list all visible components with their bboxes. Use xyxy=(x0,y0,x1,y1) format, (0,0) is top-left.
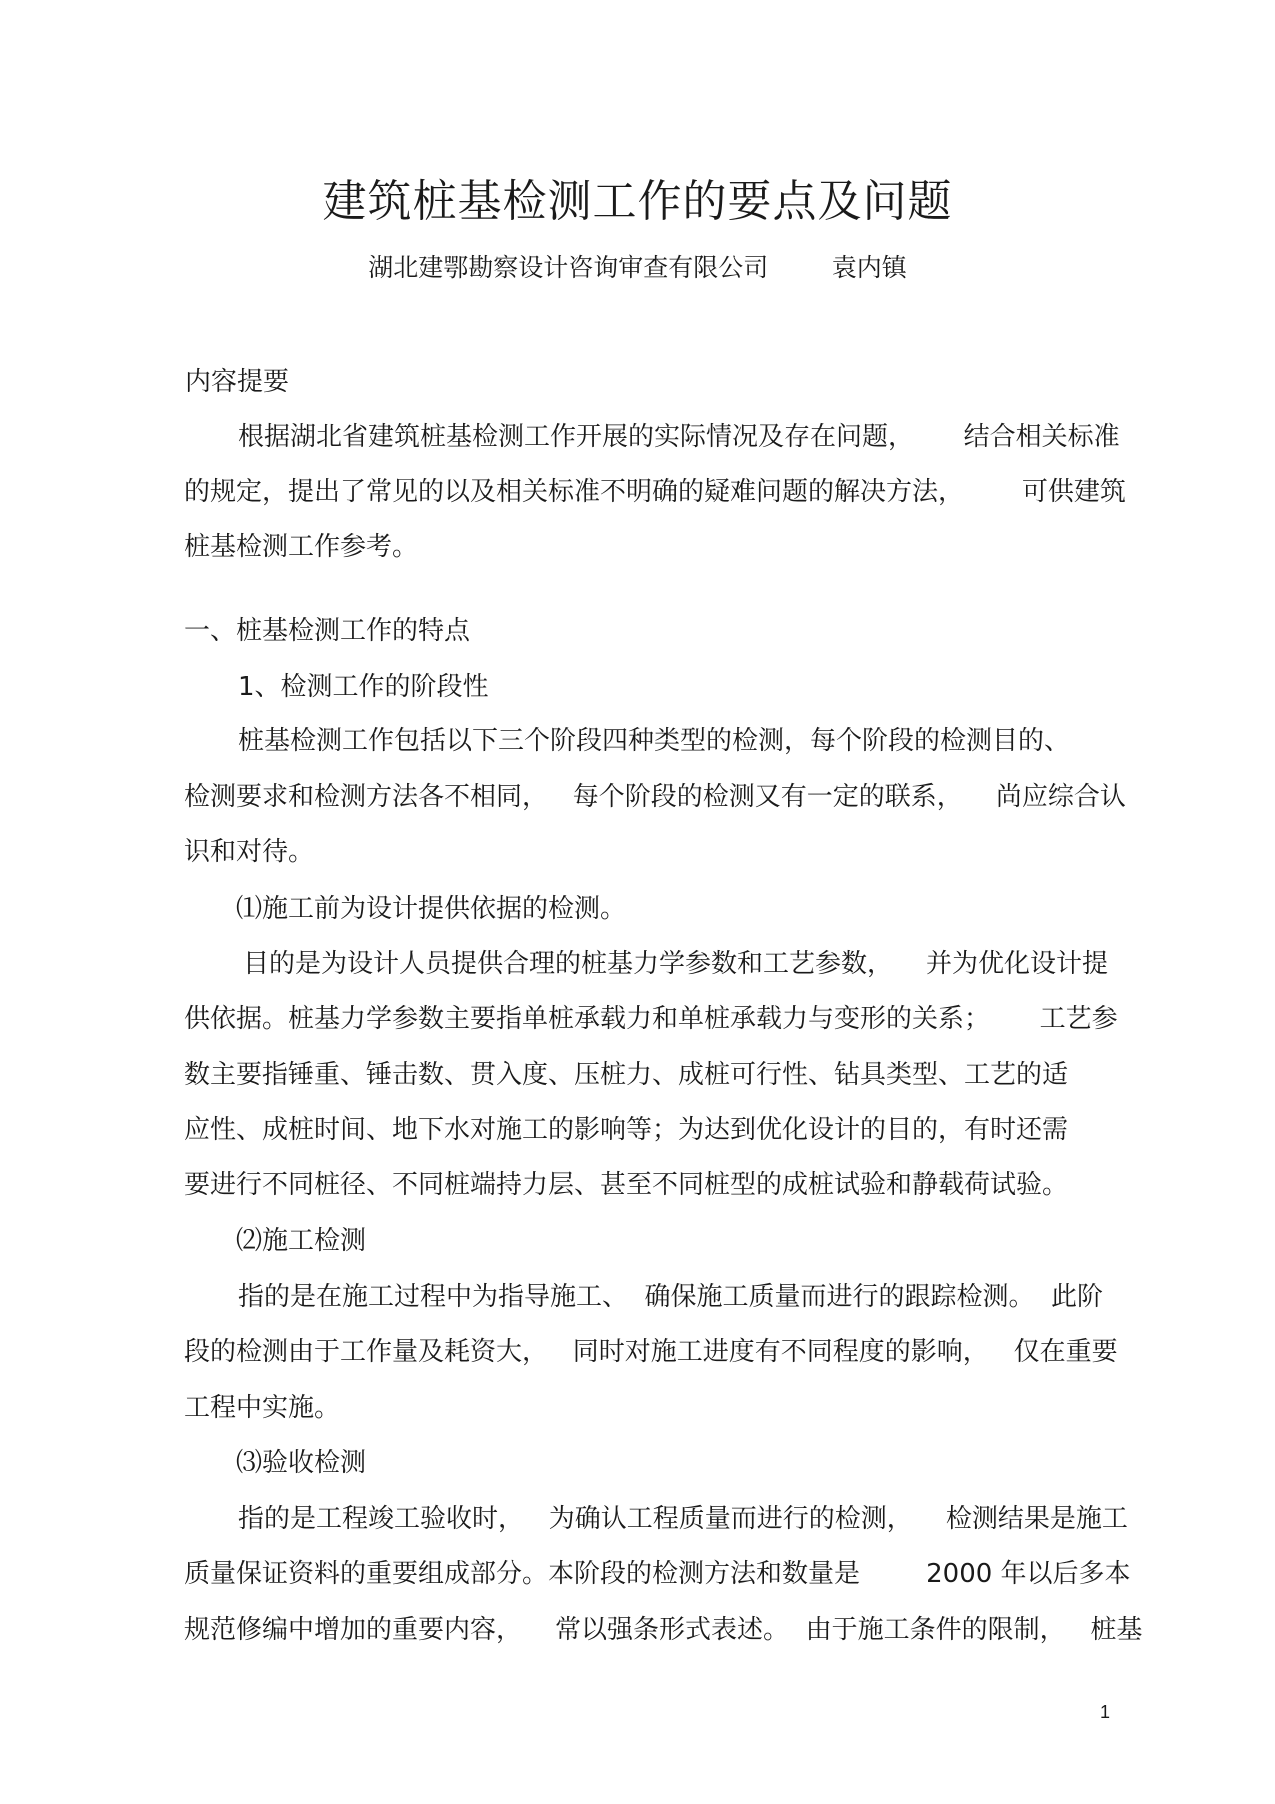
section-heading: 一、桩基检测工作的特点 xyxy=(184,616,471,646)
author-line: 湖北建鄂勘察设计咨询审查有限公司 袁内镇 xyxy=(368,253,907,282)
paragraph-line: 指的是在施工过程中为指导施工、 确保施工质量而进行的跟踪检测。 此阶 xyxy=(238,1282,1104,1312)
item-heading: ⑶验收检测 xyxy=(236,1448,367,1478)
subsection-heading: 1、检测工作的阶段性 xyxy=(238,672,489,702)
paragraph-line: 检测要求和检测方法各不相同， 每个阶段的检测又有一定的联系， 尚应综合认 xyxy=(184,782,1126,812)
abstract-line: 根据湖北省建筑桩基检测工作开展的实际情况及存在问题， 结合相关标准 xyxy=(238,422,1120,452)
abstract-line: 的规定，提出了常见的以及相关标准不明确的疑难问题的解决方法， 可供建筑 xyxy=(184,477,1126,507)
abstract-heading: 内容提要 xyxy=(185,367,290,397)
paragraph-line: 指的是工程竣工验收时， 为确认工程质量而进行的检测， 检测结果是施工 xyxy=(238,1504,1128,1534)
paragraph-line: 桩基检测工作包括以下三个阶段四种类型的检测，每个阶段的检测目的、 xyxy=(238,726,1071,756)
paragraph-line: 数主要指锤重、锤击数、贯入度、压桩力、成桩可行性、钻具类型、工艺的适 xyxy=(184,1060,1069,1090)
paragraph-line: 质量保证资料的重要组成部分。本阶段的检测方法和数量是 2000 年以后多本 xyxy=(184,1559,1131,1589)
paragraph-line: 应性、成桩时间、地下水对施工的影响等；为达到优化设计的目的，有时还需 xyxy=(184,1115,1069,1145)
paragraph-line: 供依据。桩基力学参数主要指单桩承载力和单桩承载力与变形的关系； 工艺参 xyxy=(184,1004,1118,1034)
page-number: 1 xyxy=(1100,1702,1111,1722)
paragraph-line: 目的是为设计人员提供合理的桩基力学参数和工艺参数， 并为优化设计提 xyxy=(243,949,1109,979)
paragraph-line: 要进行不同桩径、不同桩端持力层、甚至不同桩型的成桩试验和静载荷试验。 xyxy=(184,1170,1069,1200)
item-heading: ⑴施工前为设计提供依据的检测。 xyxy=(236,894,627,924)
paragraph-line: 识和对待。 xyxy=(184,837,315,867)
abstract-line: 桩基检测工作参考。 xyxy=(184,532,419,562)
item-heading: ⑵施工检测 xyxy=(236,1226,367,1256)
document-title: 建筑桩基检测工作的要点及问题 xyxy=(322,176,953,227)
paragraph-line: 工程中实施。 xyxy=(184,1393,341,1423)
paragraph-line: 段的检测由于工作量及耗资大， 同时对施工进度有不同程度的影响， 仅在重要 xyxy=(184,1337,1118,1367)
paragraph-line: 规范修编中增加的重要内容， 常以强条形式表述。 由于施工条件的限制， 桩基 xyxy=(184,1615,1143,1645)
